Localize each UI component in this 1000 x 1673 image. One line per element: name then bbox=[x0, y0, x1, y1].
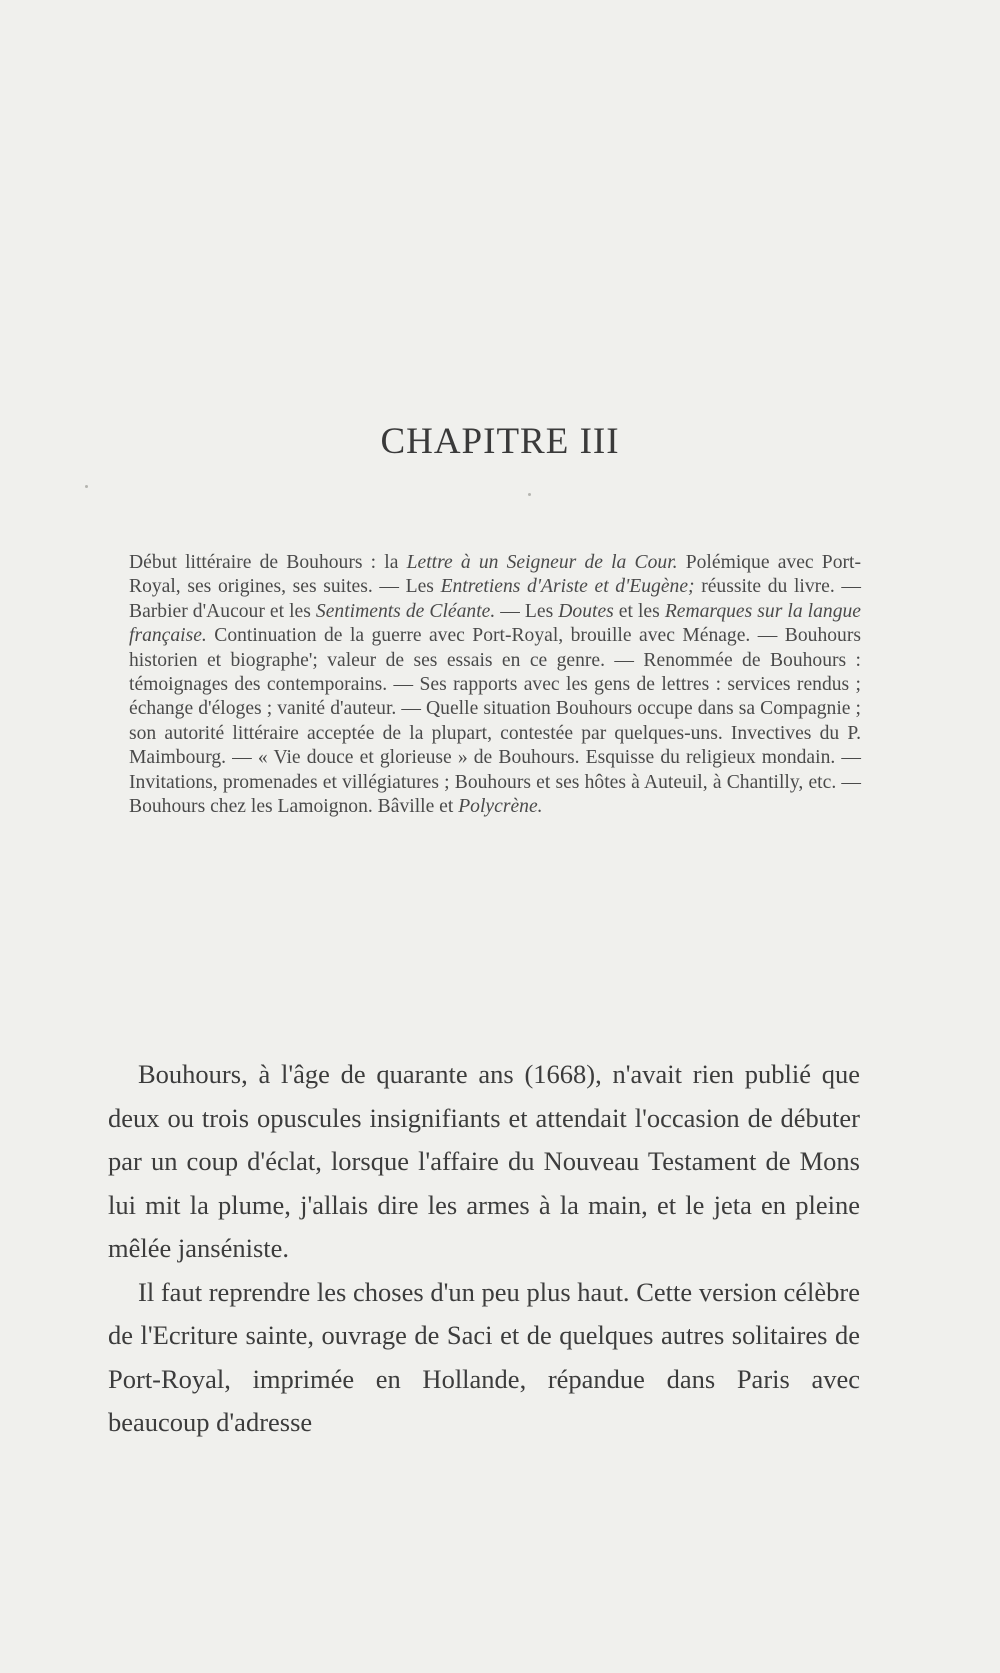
summary-segment: et les bbox=[613, 600, 665, 622]
summary-segment-italic: Doutes bbox=[558, 600, 614, 622]
summary-segment-italic: Polycrène. bbox=[458, 796, 543, 818]
body-paragraph: Bouhours, à l'âge de quarante ans (1668), n'avait rien publié que deux ou trois opuscules insignifiants et attendait l'occasion de débuter par un coup d'éclat, lorsque l'affaire du Nouveau Testament de Mons lui mit la plume, j'allais dire les armes à la main, et le jeta en pleine mêlée janséniste. bbox=[108, 1059, 860, 1263]
summary-segment: Continuation de la guerre avec Port-Royal, brouille avec Ménage. — Bouhours historien et biographe'; valeur de ses essais en ce genre. — Renommée de Bouhours : témoignages des contemporains. — Ses rapports avec les gens de lettres : services rendus ; échange d'éloges ; vanité d'auteur. — Quelle situation Bouhours occupe dans sa Compagnie ; son autorité littéraire acceptée de la plupart, contestée par quelques-uns. Invectives du P. Maimbourg. — « Vie douce et glorieuse » de Bouhours. Esquisse du religieux mondain. — Invitations, promenades et villégiatures ; Bouhours et ses hôtes à Auteuil, à Chantilly, etc. — Bouhours chez les Lamoignon. Bâville et bbox=[129, 625, 861, 818]
body-paragraph: Il faut reprendre les choses d'un peu plus haut. Cette version célèbre de l'Ecriture sainte, ouvrage de Saci et de quelques autres solitaires de Port-Royal, imprimée en Hollande, répandue dans Paris avec beaucoup d'adresse bbox=[108, 1276, 860, 1437]
summary-segment-italic: Remarques sur la langue française. bbox=[129, 600, 861, 647]
chapter-summary bbox=[129, 551, 861, 819]
chapter-title: CHAPITRE III bbox=[380, 421, 620, 462]
summary-segment: Polémique avec Port-Royal, ses origines, ses suites. — Les bbox=[129, 552, 861, 598]
body-text bbox=[108, 1053, 860, 1445]
summary-segment: Début littéraire de Bouhours : la bbox=[129, 552, 407, 573]
paper-speck bbox=[85, 485, 88, 488]
summary-segment: réussite du livre. — Barbier d'Aucour et les bbox=[129, 576, 862, 622]
paper-speck bbox=[528, 493, 531, 496]
summary-segment: — Les bbox=[495, 600, 559, 622]
summary-segment-italic: Entretiens d'Ariste et d'Eugène; bbox=[440, 576, 695, 598]
summary-segment-italic: Sentiments de Cléante. bbox=[315, 600, 496, 622]
summary-segment-italic: Lettre à un Seigneur de la Cour. bbox=[406, 552, 678, 573]
